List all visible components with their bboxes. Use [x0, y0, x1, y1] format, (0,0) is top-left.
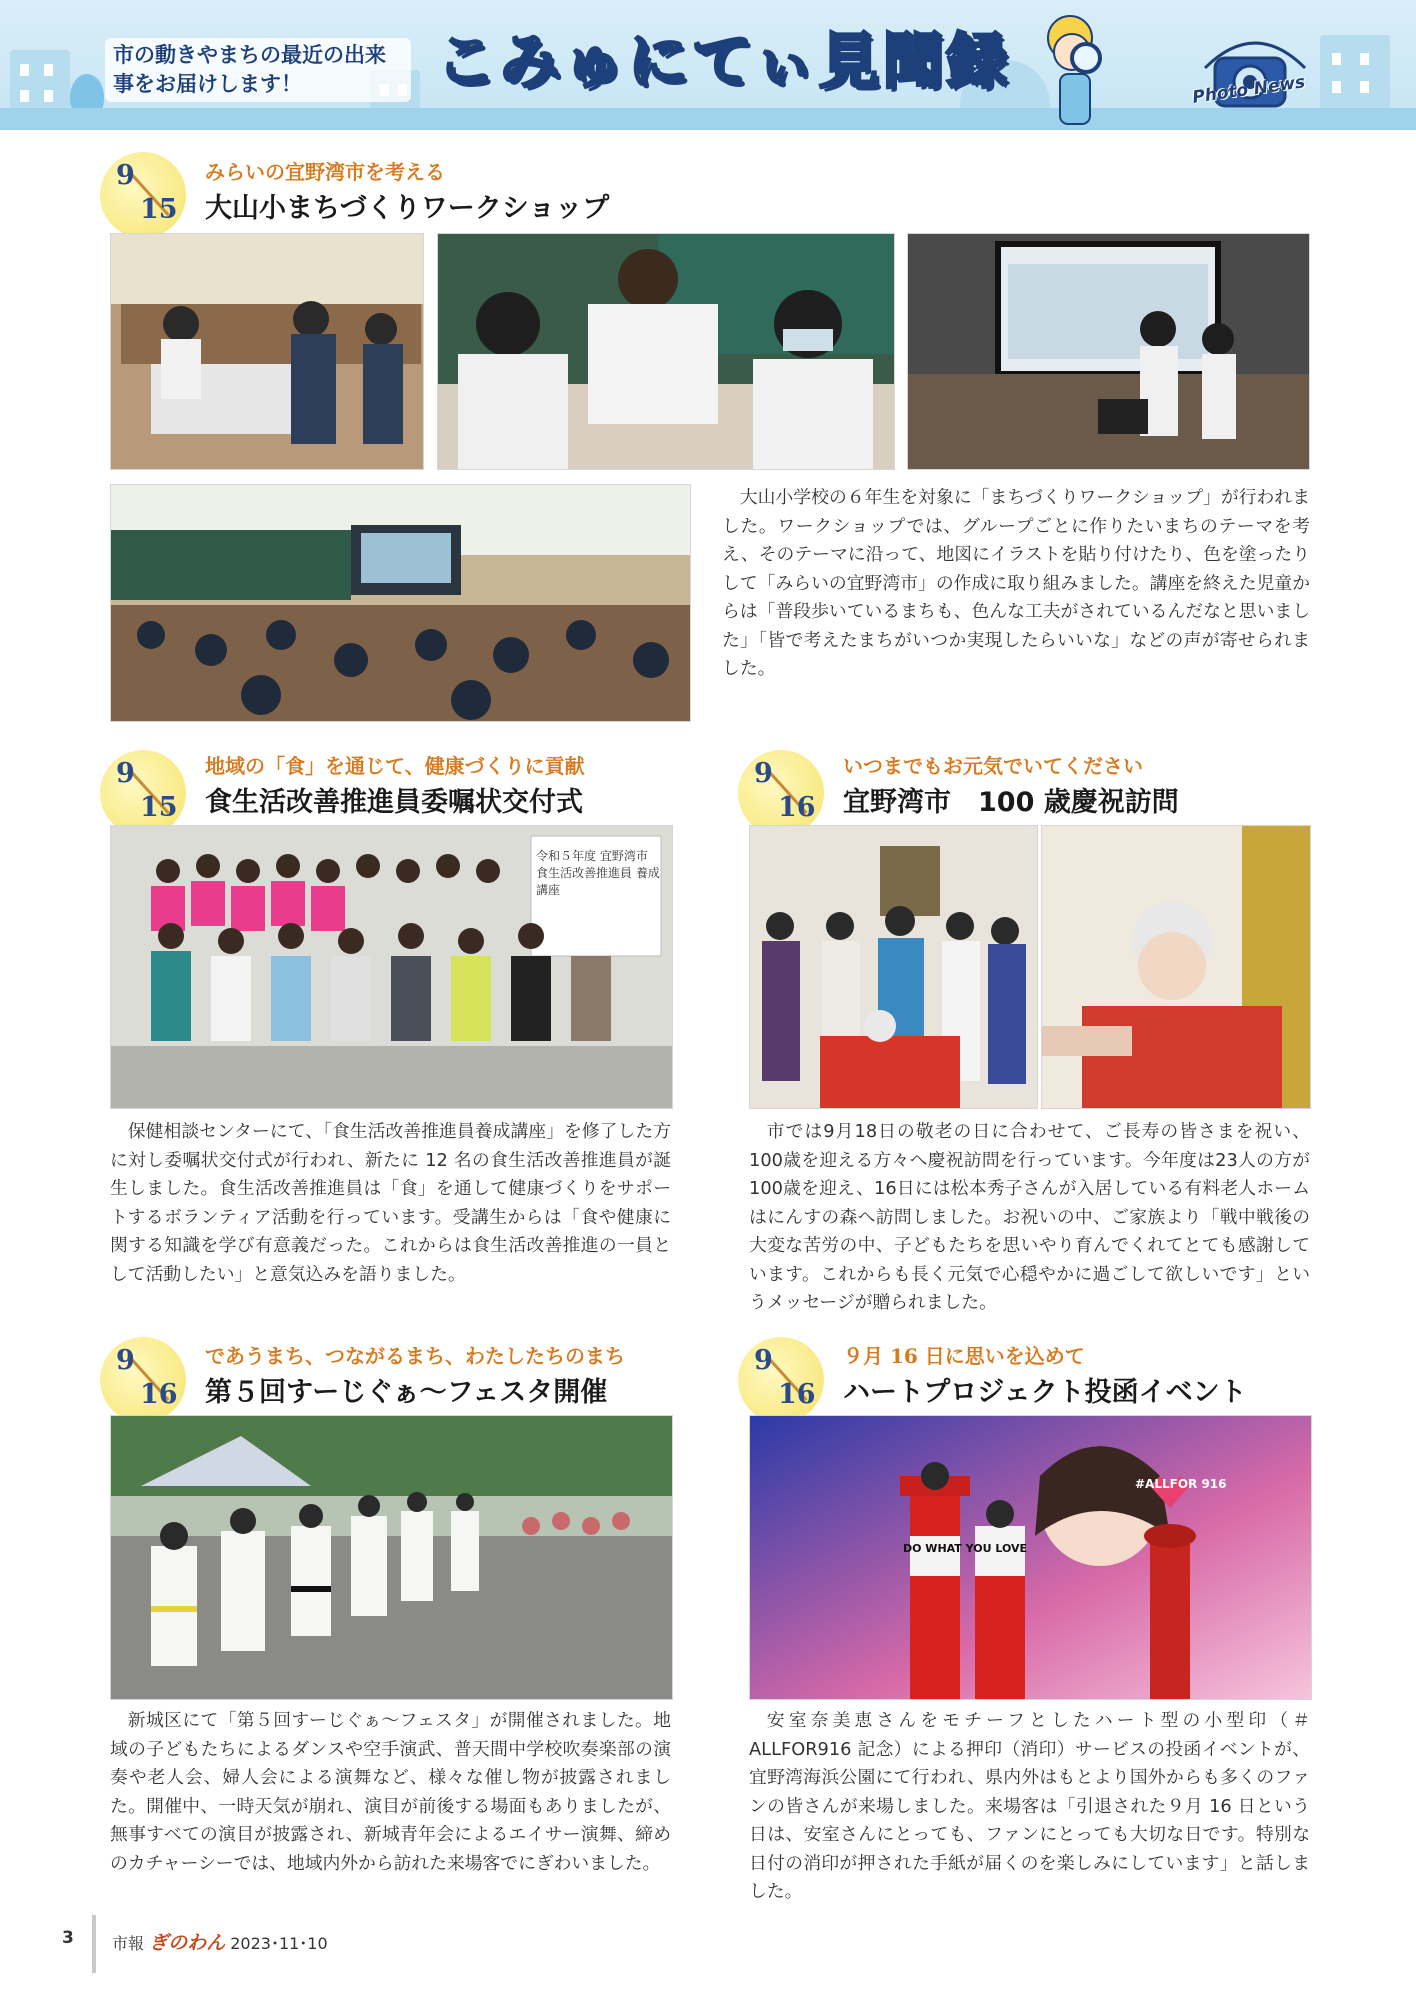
footer-date: 2023･11･10: [230, 1934, 328, 1953]
date-day: 15: [140, 792, 178, 823]
section-heading: 大山小まちづくりワークショップ: [205, 193, 610, 224]
section-heading: 第５回すーじぐぁ～フェスタ開催: [205, 1377, 608, 1408]
sign-caption: 令和５年度 宜野湾市 食生活改善推進員 養成講座: [536, 849, 660, 897]
date-month: 9: [754, 758, 773, 789]
date-badge: [100, 152, 186, 238]
banner-subtitle: 市の動きやまちの最近の出来事をお届けします！: [105, 38, 411, 102]
section-subtitle: 地域の「食」を通じて、健康づくりに貢献: [205, 754, 585, 778]
date-day: 16: [778, 792, 816, 823]
centenarian-photo: [1041, 825, 1311, 1109]
date-month: 9: [116, 758, 135, 789]
footer-divider: [92, 1915, 96, 1973]
workshop-photo: [110, 233, 424, 470]
footer-logo: ぎのわん: [149, 1932, 226, 1954]
tshirt-caption: DO WHAT YOU LOVE: [903, 1542, 1028, 1555]
section-subtitle: いつまでもお元気でいてください: [843, 754, 1143, 778]
date-badge: [738, 1337, 824, 1423]
date-day: 16: [778, 1379, 816, 1410]
workshop-photo: [437, 233, 895, 470]
section-body: 新城区にて「第５回すーじぐぁ～フェスタ」が開催されました。地域の子どもたちによるダンスや空手演武、普天間中学校吹奏楽部の演奏や老人会、婦人会による演舞など、様々な催し物が披露されました。開催中、一時天気が崩れ、演目が前後する場面もありましたが、無事すべての演目が披露され、新城青年会によるエイサー演舞、締めのカチャーシーでは、地域内外から訪れた来場客でにぎわいました。: [110, 1710, 671, 1874]
page-number: 3: [62, 1928, 74, 1948]
date-month: 9: [754, 1345, 773, 1376]
section-heading: 食生活改善推進員委嘱状交付式: [205, 787, 583, 818]
section-body: 大山小学校の６年生を対象に「まちづくりワークショップ」が行われました。ワークショップでは、グループごとに作りたいまちのテーマを考え、そのテーマに沿って、地図にイラストを貼り付けたり、色を塗ったりして「みらいの宜野湾市」の作成に取り組みました。講座を終えた児童からは「普段歩いているまちも、色んな工夫がされているんだなと思いました」「皆で考えたまちがいつか実現したらいいな」などの声が寄せられました。: [722, 487, 1310, 679]
classroom-photo: [110, 484, 691, 722]
section-subtitle: ９月 16 日に思いを込めて: [843, 1344, 1085, 1368]
section-body: 保健相談センターにて、「食生活改善推進員養成講座」を修了した方に対し委嘱状交付式が行われ、新たに 12 名の食生活改善推進員が誕生しました。食生活改善推進員は「食」を通して健康づくりをサポートするボランティア活動を行っています。受講生からは「食や健康に関する知識を学び有意義だった。これからは食生活改善推進の一員として活動したい」と意気込みを語りました。: [110, 1121, 671, 1285]
photo-news-badge: Photo News: [1191, 72, 1307, 108]
centenarian-photo: [749, 825, 1038, 1109]
section-heading: 宜野湾市 100 歳慶祝訪問: [843, 787, 1179, 818]
date-month: 9: [116, 1345, 135, 1376]
workshop-photo: [907, 233, 1310, 470]
section-body: 市では9月18日の敬老の日に合わせて、ご長寿の皆さまを祝い、100歳を迎える方々へ慶祝訪問を行っています。今年度は23人の方が100歳を迎え、16日には松本秀子さんが入居している有料老人ホームはにんすの森へ訪問しました。お祝いの中、ご家族より「戦中戦後の大変な苦労の中、子どもたちを思いやり育んでくれてとても感謝しています。これからも長く元気で心穏やかに過ごして欲しいです」というメッセージが贈られました。: [749, 1121, 1310, 1313]
page-title: こみゅにてぃ見聞録: [436, 27, 1011, 97]
festa-photo: [110, 1415, 673, 1700]
mascot-magnifier-icon: [1040, 8, 1110, 128]
header-banner: [0, 0, 1416, 130]
section-subtitle: みらいの宜野湾市を考える: [205, 160, 445, 184]
footer-info: [112, 1928, 328, 1955]
date-day: 16: [140, 1379, 178, 1410]
date-badge: [100, 750, 186, 836]
section-body: 安室奈美恵さんをモチーフとしたハート型の小型印（＃ ALLFOR916 記念）による押印（消印）サービスの投函イベントが、宜野湾海浜公園にて行われ、県内外はもとより国外からも多くのファンの皆さんが来場しました。来場客は「引退された９月 16 日という日は、安室さんにとっても、ファンにとっても大切な日です。特別な日付の消印が押された手紙が届くのを楽しみにしています」と話しました。: [749, 1710, 1310, 1902]
group-photo: [110, 825, 673, 1109]
date-badge: [738, 750, 824, 836]
section-subtitle: であうまち、つながるまち、わたしたちのまち: [205, 1344, 625, 1368]
heart-project-photo: [749, 1415, 1312, 1700]
date-badge: [100, 1337, 186, 1423]
date-day: 15: [140, 194, 178, 225]
date-month: 9: [116, 160, 135, 191]
section-heading: ハートプロジェクト投函イベント: [843, 1377, 1247, 1408]
hashtag-caption: #ALLFOR 916: [1135, 1477, 1227, 1491]
footer-label: 市報: [112, 1934, 145, 1953]
